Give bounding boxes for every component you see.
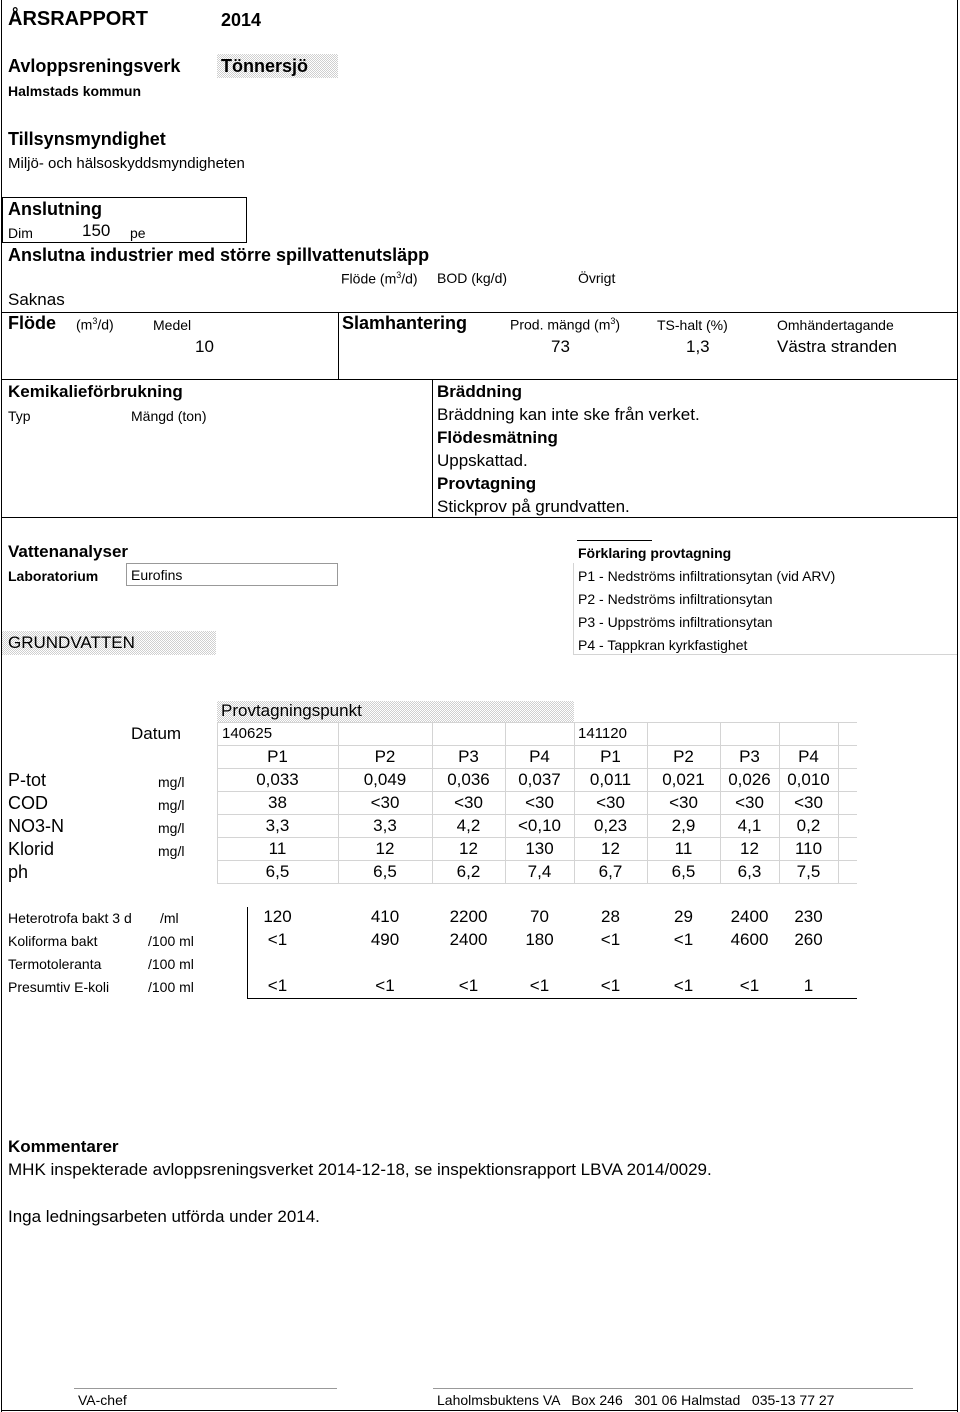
sludge-col-prod: Prod. mängd $(m^3)$ — [510, 316, 621, 333]
row-unit: mg/l — [158, 774, 185, 790]
industries-value: Saknas — [8, 290, 65, 309]
authority-label: Tillsynsmyndighet — [8, 129, 166, 149]
bact-cell: <1 — [673, 930, 694, 949]
signature-label: VA-chef — [78, 1392, 127, 1408]
sampling-explanation-label: Förklaring provtagning — [578, 545, 732, 561]
sludge-prod-value: 73 — [551, 337, 570, 356]
footer-address: Laholmsbuktens VA Box 246 301 06 Halmstad 035-13 77 27 — [437, 1392, 835, 1408]
flow-col-mean: Medel — [153, 317, 192, 333]
bact-cell: 120 — [263, 907, 292, 926]
explanation-left-rule — [573, 563, 574, 655]
table-cell: <30 — [525, 793, 554, 812]
sampling-explanation-item: P3 - Uppströms infiltrationsytan — [578, 614, 773, 630]
table-cell: 0,2 — [796, 816, 821, 835]
bact-row-unit: /ml — [160, 910, 179, 926]
bact-cell: <1 — [600, 976, 621, 995]
table-cell: 11 — [674, 839, 693, 858]
table-cell: 12 — [375, 839, 395, 858]
bact-cell: <1 — [267, 930, 288, 949]
table-cell: 6,5 — [373, 862, 397, 881]
table-cell: 6,5 — [671, 862, 696, 881]
grid-rule — [217, 860, 857, 861]
bact-cell: 230 — [794, 907, 823, 926]
point-label: P4 — [529, 747, 550, 766]
bact-cell: 180 — [525, 930, 554, 949]
dim-label: Dim — [8, 225, 33, 241]
table-cell: 0,049 — [363, 770, 407, 789]
table-cell: 0,036 — [447, 770, 490, 789]
table-cell: 130 — [525, 839, 554, 858]
row-name: NO3-N — [8, 816, 65, 836]
bact-row-unit: /100 ml — [148, 933, 194, 949]
date-1: 140625 — [222, 725, 273, 742]
bact-cell: 28 — [601, 907, 620, 926]
bact-cell: 29 — [674, 907, 693, 926]
bact-rule — [247, 998, 857, 999]
bact-cell: 70 — [530, 907, 549, 926]
authority-name: Miljö- och hälsoskyddsmyndigheten — [8, 155, 245, 172]
table-cell: <30 — [794, 793, 823, 812]
table-cell: 0,23 — [593, 816, 628, 835]
plant-name: Tönnersjö — [221, 56, 309, 76]
grid-rule — [217, 745, 857, 746]
table-cell: 7,5 — [796, 862, 821, 881]
bact-cell: <1 — [600, 930, 621, 949]
sludge-col-handling: Omhändertagande — [777, 317, 894, 333]
table-cell: 6,3 — [737, 862, 762, 881]
explanation-bottom-rule — [573, 654, 957, 655]
flow-measurement-label: Flödesmätning — [437, 428, 558, 447]
bact-cell: 2400 — [449, 930, 488, 949]
row-name: ph — [8, 862, 29, 882]
table-cell: <30 — [735, 793, 764, 812]
point-header: Provtagningspunkt — [221, 701, 362, 720]
table-cell: 0,037 — [518, 770, 561, 789]
grid-rule — [217, 768, 857, 769]
groundwater-label: GRUNDVATTEN — [8, 633, 135, 652]
sludge-col-ts: TS-halt (%) — [657, 317, 728, 333]
row-unit: mg/l — [158, 797, 185, 813]
industries-label: Anslutna industrier med större spillvattenutsläpp — [8, 245, 430, 265]
report-year: 2014 — [221, 10, 262, 30]
table-cell: 0,021 — [662, 770, 705, 789]
report-title: ÅRSRAPPORT — [8, 8, 149, 30]
explanation-top-rule — [577, 540, 652, 541]
chemicals-col-type: Typ — [8, 408, 31, 424]
table-cell: <30 — [370, 793, 400, 812]
date-2: 141120 — [578, 725, 627, 742]
grid-rule — [217, 814, 857, 815]
bact-row-unit: /100 ml — [148, 979, 194, 995]
dim-value: 150 — [82, 221, 111, 240]
date-label: Datum — [131, 724, 182, 743]
point-label: P4 — [798, 747, 819, 766]
row-name: P-tot — [8, 770, 47, 790]
table-cell: 12 — [459, 839, 478, 858]
flow-top-rule — [2, 312, 957, 313]
grid-rule — [217, 837, 857, 838]
overflow-text: Bräddning kan inte ske från verket. — [437, 405, 700, 424]
industries-col-flow: Flöde $(m^3/d)$ — [341, 270, 418, 287]
point-label: P2 — [673, 747, 694, 766]
bact-cell: <1 — [529, 976, 550, 995]
point-label: P1 — [267, 747, 288, 766]
bact-cell: 2200 — [449, 907, 488, 926]
table-cell: 4,1 — [737, 816, 762, 835]
connection-label: Anslutning — [8, 199, 102, 219]
overflow-label: Bräddning — [437, 382, 522, 401]
bottom-border — [1, 1410, 958, 1411]
bact-cell: 4600 — [730, 930, 769, 949]
point-label: P2 — [374, 747, 396, 766]
row-unit: mg/l — [158, 843, 185, 859]
bact-cell: 410 — [370, 907, 400, 926]
flow-mean-value: 10 — [195, 337, 214, 356]
bact-cell: 1 — [803, 976, 814, 995]
table-cell: <30 — [454, 793, 483, 812]
sampling-explanation-item: P4 - Tappkran kyrkfastighet — [578, 637, 748, 653]
table-cell: 38 — [268, 793, 287, 812]
bact-cell: 490 — [370, 930, 400, 949]
chem-bottom-rule — [2, 517, 957, 518]
table-cell: 0,033 — [256, 770, 299, 789]
sludge-ts-value: 1,3 — [686, 337, 710, 356]
table-cell: 0,011 — [589, 770, 632, 789]
bact-row-unit: /100 ml — [148, 956, 194, 972]
grid-rule — [838, 722, 839, 883]
row-name: COD — [8, 793, 48, 813]
sampling-label: Provtagning — [437, 474, 537, 493]
bact-cell: 260 — [794, 930, 823, 949]
flow-unit: $(m^3/d)$ — [76, 316, 114, 333]
table-cell: <30 — [669, 793, 698, 812]
bact-row-name: Koliforma bakt — [8, 933, 98, 949]
right-border — [957, 0, 958, 1412]
bact-cell: <1 — [673, 976, 694, 995]
table-cell: <30 — [596, 793, 625, 812]
lab-label: Laboratorium — [8, 568, 99, 584]
table-cell: 12 — [601, 839, 620, 858]
table-cell: 6,2 — [456, 862, 481, 881]
point-label: P3 — [739, 747, 760, 766]
sampling-text: Stickprov på grundvatten. — [437, 497, 630, 516]
bact-row-name: Heterotrofa bakt 3 d — [8, 910, 132, 926]
table-cell: 12 — [740, 839, 759, 858]
chemicals-label: Kemikalieförbrukning — [8, 382, 183, 401]
table-cell: 11 — [268, 839, 287, 858]
flow-sludge-divider — [338, 312, 339, 379]
bact-row-name: Presumtiv E-koli — [8, 979, 110, 995]
flow-measurement-text: Uppskattad. — [437, 451, 528, 470]
sampling-explanation-item: P1 - Nedströms infiltrationsytan (vid ARV) — [578, 568, 836, 584]
comments-line-2: Inga ledningsarbeten utförda under 2014. — [8, 1207, 320, 1226]
table-cell: <0,10 — [517, 816, 561, 835]
row-name: Klorid — [8, 839, 55, 859]
industries-col-bod: BOD (kg/d) — [437, 270, 508, 286]
table-cell: 0,026 — [728, 770, 771, 789]
row-unit: mg/l — [158, 820, 185, 836]
bact-cell: <1 — [739, 976, 760, 995]
flow-bottom-rule — [2, 379, 957, 380]
plant-label: Avloppsreningsverk — [8, 56, 181, 76]
sampling-explanation-item: P2 - Nedströms infiltrationsytan — [578, 591, 773, 607]
signature-line — [74, 1388, 337, 1389]
bact-row-name: Termotoleranta — [8, 956, 102, 972]
table-cell: 0,010 — [787, 770, 830, 789]
table-cell: 6,7 — [598, 862, 623, 881]
grid-rule — [217, 791, 857, 792]
industries-col-other: Övrigt — [578, 270, 616, 286]
table-cell: 6,5 — [265, 862, 290, 881]
table-cell: 3,3 — [265, 816, 290, 835]
table-cell: 3,3 — [373, 816, 397, 835]
address-line — [433, 1388, 913, 1389]
table-cell: 4,2 — [456, 816, 481, 835]
grid-rule — [217, 722, 857, 723]
point-label: P1 — [600, 747, 621, 766]
municipality: Halmstads kommun — [8, 83, 142, 99]
point-label: P3 — [458, 747, 479, 766]
sludge-handling-value: Västra stranden — [777, 337, 898, 356]
bact-cell: <1 — [458, 976, 479, 995]
comments-label: Kommentarer — [8, 1137, 119, 1156]
chem-overflow-divider — [432, 379, 433, 517]
comments-line-1: MHK inspekterade avloppsreningsverket 2014-12-18, se inspektionsrapport LBVA 2014/0029. — [8, 1160, 712, 1179]
lab-value: Eurofins — [131, 567, 183, 583]
chemicals-col-amount: Mängd (ton) — [131, 408, 207, 424]
bact-cell: <1 — [267, 976, 288, 995]
grid-rule — [217, 883, 857, 884]
bact-cell: 2400 — [730, 907, 769, 926]
table-cell: 2,9 — [671, 816, 696, 835]
dim-unit: pe — [130, 225, 146, 241]
sludge-label: Slamhantering — [342, 313, 468, 333]
flow-label: Flöde — [8, 313, 56, 333]
water-analysis-label: Vattenanalyser — [8, 542, 129, 561]
table-cell: 110 — [794, 839, 823, 858]
table-cell: 7,4 — [527, 862, 552, 881]
bact-cell: <1 — [375, 976, 395, 995]
